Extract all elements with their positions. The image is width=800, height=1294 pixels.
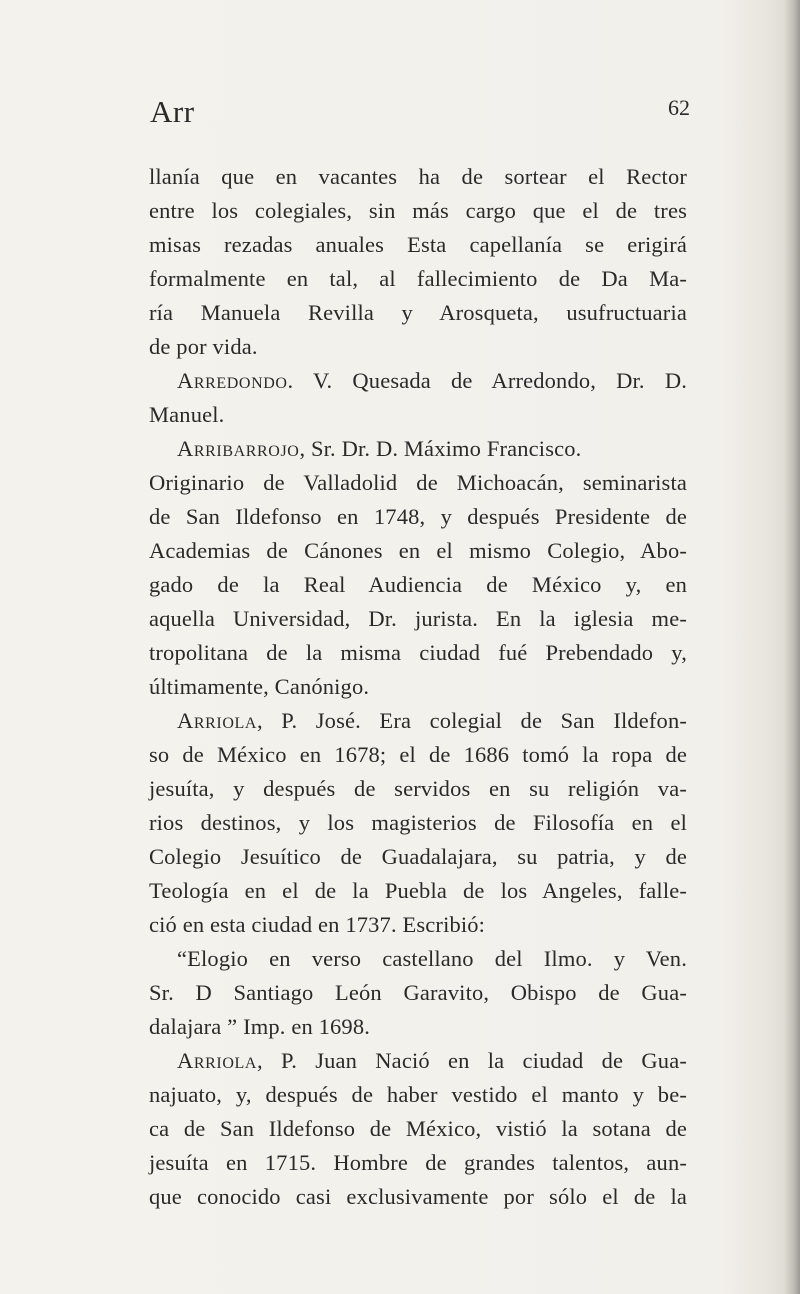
- entry-first-line: [149, 364, 687, 398]
- text-line: Manuel.: [149, 402, 225, 427]
- entry-first-line-text: , P. Juan Nació en la ciudad de Gua-: [257, 1048, 687, 1073]
- text-line: entre los colegiales, sin más cargo que el de tres: [149, 198, 687, 223]
- entry-arribarrojo: [149, 432, 687, 704]
- body-text: [149, 160, 687, 1214]
- text-line: ció en esta ciudad en 1737. Escribió:: [149, 912, 486, 937]
- text-line: Originario de Valladolid de Michoacán, seminarista: [149, 470, 687, 495]
- entry-first-line-text: , Sr. Dr. D. Máximo Francisco.: [299, 436, 582, 461]
- entry-first-line-text: . V. Quesada de Arredondo, Dr. D.: [287, 368, 687, 393]
- entry-first-line: [149, 704, 687, 738]
- entry-name: Arriola: [177, 708, 258, 733]
- entry-arriola-juan: [149, 1044, 687, 1214]
- text-line: tropolitana de la misma ciudad fué Prebendado y,: [149, 640, 687, 665]
- text-line: najuato, y, después de haber vestido el manto y be-: [149, 1082, 687, 1107]
- text-line: Sr. D Santiago León Garavito, Obispo de Gua-: [149, 980, 687, 1005]
- text-line: formalmente en tal, al fallecimiento de Da Ma-: [149, 266, 687, 291]
- text-line: so de México en 1678; el de 1686 tomó la ropa de: [149, 742, 687, 767]
- text-line: ría Manuela Revilla y Arosqueta, usufructuaria: [149, 300, 687, 325]
- entry-arredondo: [149, 364, 687, 432]
- entry-name: Arriola: [177, 1048, 258, 1073]
- text-line: rios destinos, y los magisterios de Filosofía en el: [149, 810, 687, 835]
- entry-arriola-jose: [149, 704, 687, 1044]
- entry-first-line: [149, 1044, 687, 1078]
- entry-first-line: [149, 432, 687, 466]
- entry-name: Arribarrojo: [177, 436, 300, 461]
- entry-name: Arredondo: [177, 368, 288, 393]
- text-line: aquella Universidad, Dr. jurista. En la iglesia me-: [149, 606, 687, 631]
- text-line: que conocido casi exclusivamente por sólo el de la: [149, 1184, 687, 1209]
- paragraph: [149, 160, 687, 364]
- text-line: gado de la Real Audiencia de México y, en: [149, 572, 687, 597]
- text-line: dalajara ” Imp. en 1698.: [149, 1014, 371, 1039]
- text-line: misas rezadas anuales Esta capellanía se erigirá: [149, 232, 687, 257]
- page-number: 62: [668, 95, 690, 120]
- text-line: Teología en el de la Puebla de los Angeles, falle-: [149, 878, 687, 903]
- quoted-title-line: “Elogio en verso castellano del Ilmo. y Ven.: [177, 946, 687, 971]
- text-line: Colegio Jesuítico de Guadalajara, su patria, y de: [149, 844, 687, 869]
- page-header: [150, 96, 690, 140]
- text-line: últimamente, Canónigo.: [149, 674, 370, 699]
- running-head: Arr: [150, 94, 195, 129]
- text-line: ca de San Ildefonso de México, vistió la sotana de: [149, 1116, 687, 1141]
- text-line: llanía que en vacantes ha de sortear el Rector: [149, 164, 687, 189]
- text-line: de por vida.: [149, 334, 258, 359]
- text-line: jesuíta, y después de servidos en su religión va-: [149, 776, 687, 801]
- text-line: jesuíta en 1715. Hombre de grandes talentos, aun-: [149, 1150, 687, 1175]
- entry-first-line-text: , P. José. Era colegial de San Ildefon-: [257, 708, 687, 733]
- text-line: de San Ildefonso en 1748, y después Presidente de: [149, 504, 687, 529]
- page-edge-shadow: [784, 0, 800, 1294]
- text-line: Academias de Cánones en el mismo Colegio, Abo-: [149, 538, 687, 563]
